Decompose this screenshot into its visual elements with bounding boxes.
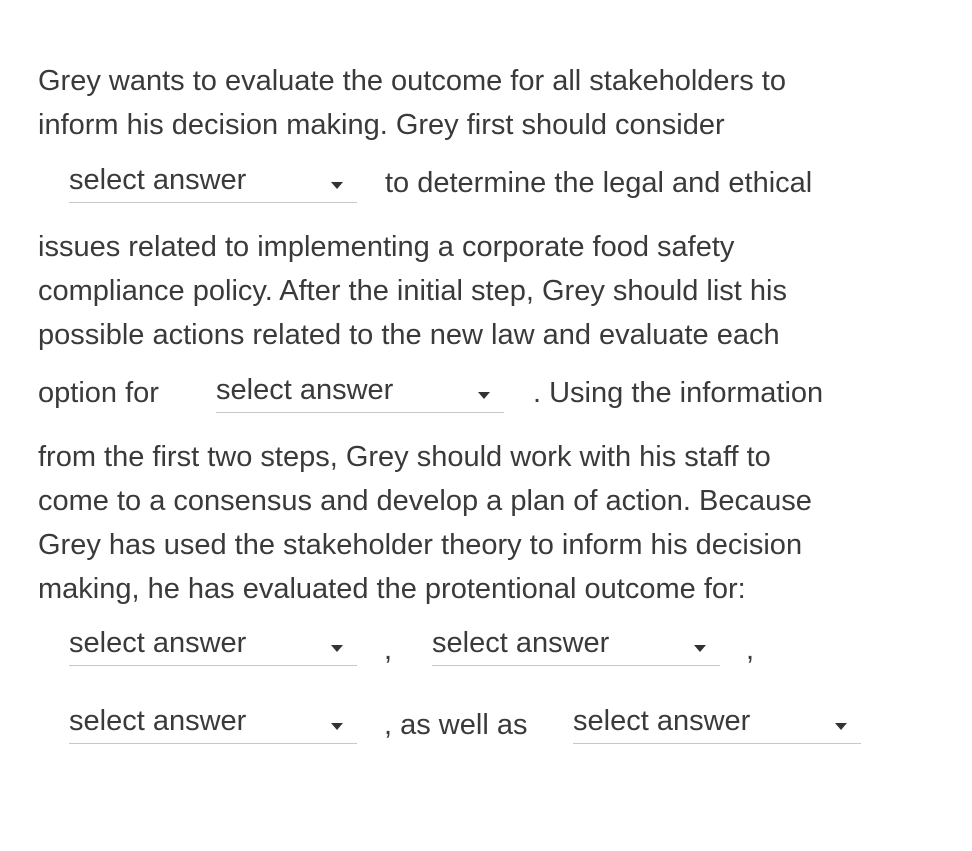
question-text-line: compliance policy. After the initial step, Grey should list his (38, 275, 787, 307)
question-text-line: Grey wants to evaluate the outcome for all stakeholders to (38, 65, 786, 97)
chevron-down-icon (331, 645, 343, 652)
dropdown-selected-value: select answer (69, 627, 247, 659)
chevron-down-icon (694, 645, 706, 652)
question-text-line: from the first two steps, Grey should work with his staff to (38, 441, 771, 473)
question-text-line: inform his decision making. Grey first should consider (38, 109, 725, 141)
separator-comma: , (746, 634, 755, 666)
question-text-line: issues related to implementing a corporate food safety (38, 231, 735, 263)
question-text-line: possible actions related to the new law and evaluate each (38, 319, 780, 351)
dropdown-selected-value: select answer (432, 627, 610, 659)
answer-dropdown-3[interactable] (69, 626, 357, 666)
question-text-inline: to determine the legal and ethical (385, 167, 813, 199)
chevron-down-icon (478, 392, 490, 399)
answer-dropdown-4[interactable] (432, 626, 720, 666)
chevron-down-icon (331, 182, 343, 189)
question-text-line: come to a consensus and develop a plan of action. Because (38, 485, 812, 517)
question-text-inline: option for (38, 377, 159, 409)
question-text-line: making, he has evaluated the protentional outcome for: (38, 573, 746, 605)
separator-comma: , (384, 634, 393, 666)
question-text-inline: , as well as (384, 709, 528, 741)
dropdown-selected-value: select answer (69, 164, 247, 196)
dropdown-selected-value: select answer (216, 374, 394, 406)
dropdown-selected-value: select answer (69, 705, 247, 737)
question-text-inline: . Using the information (533, 377, 824, 409)
dropdown-selected-value: select answer (573, 705, 751, 737)
chevron-down-icon (331, 723, 343, 730)
answer-dropdown-5[interactable] (69, 704, 357, 744)
chevron-down-icon (835, 723, 847, 730)
answer-dropdown-1[interactable] (69, 163, 357, 203)
answer-dropdown-6[interactable] (573, 704, 861, 744)
question-text-line: Grey has used the stakeholder theory to inform his decision (38, 529, 803, 561)
answer-dropdown-2[interactable] (216, 373, 504, 413)
